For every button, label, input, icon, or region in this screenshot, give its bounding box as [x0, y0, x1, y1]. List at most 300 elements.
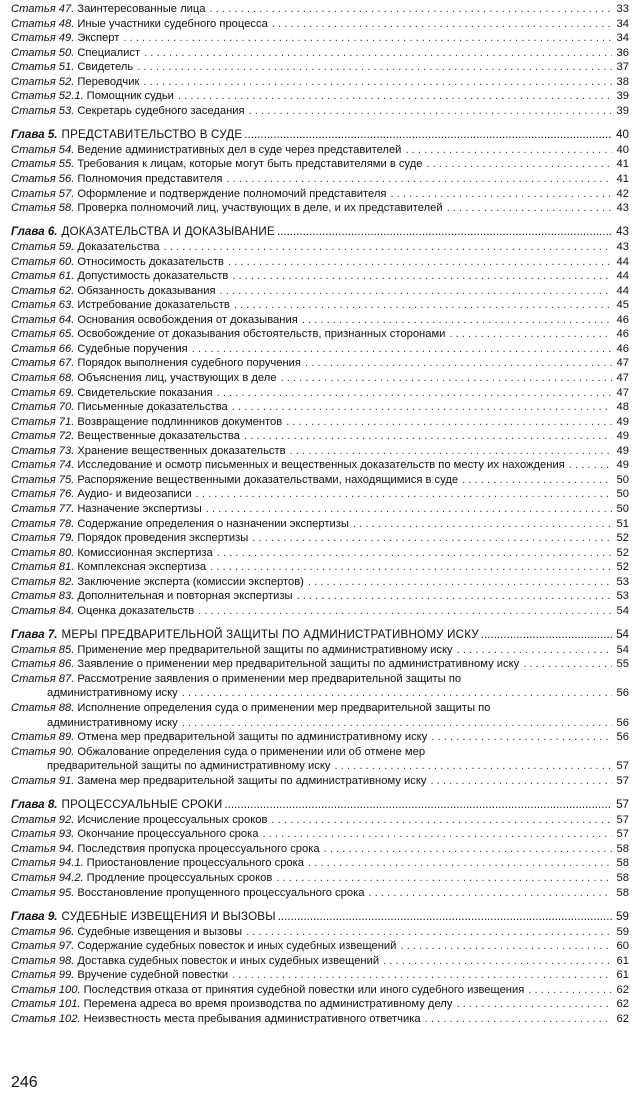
article-label: Статья 102. — [11, 1012, 81, 1025]
leader-dots — [308, 575, 612, 590]
toc-section — [11, 909, 629, 1027]
article-page: 46 — [616, 313, 629, 326]
entry-line-1 — [11, 672, 629, 687]
toc-entry — [11, 939, 629, 954]
leader-dots — [324, 842, 612, 857]
leader-dots — [206, 502, 612, 517]
leader-dots — [277, 224, 612, 240]
leader-dots — [431, 730, 612, 745]
article-label: Статья 99. — [11, 969, 75, 982]
leader-dots — [430, 774, 612, 789]
toc-section — [11, 127, 629, 216]
toc-entry — [11, 604, 629, 619]
chapter-title: ПРЕДСТАВИТЕЛЬСТВО В СУДЕ — [61, 127, 243, 141]
toc-entry — [11, 458, 629, 473]
entry-line-2 — [11, 686, 629, 701]
article-page: 47 — [616, 357, 629, 370]
article-label: Статья 70. — [11, 401, 75, 414]
article-page: 52 — [616, 532, 629, 545]
article-title: Хранение вещественных доказательств — [77, 444, 286, 457]
article-page: 49 — [616, 444, 629, 457]
article-label: Статья 74. — [11, 459, 75, 472]
article-page: 44 — [616, 284, 629, 297]
leader-dots — [271, 813, 612, 828]
toc-entry — [11, 46, 629, 61]
article-label: Статья 75. — [11, 473, 75, 486]
leader-dots — [272, 17, 612, 32]
article-title: Заключение эксперта (комиссии экспертов) — [77, 575, 304, 588]
article-title: Доказательства — [77, 241, 160, 254]
article-title: Полномочия представителя — [77, 172, 223, 185]
article-label: Статья 71. — [11, 415, 75, 428]
article-title: Свидетельские показания — [77, 386, 213, 399]
article-page: 53 — [616, 575, 629, 588]
article-title: Аудио- и видеозаписи — [77, 488, 192, 501]
toc-entry — [11, 657, 629, 672]
article-page: 42 — [616, 187, 629, 200]
toc-entry — [11, 502, 629, 517]
article-page: 46 — [616, 342, 629, 355]
chapter-label: Глава 9. — [11, 909, 58, 923]
article-label: Статья 96. — [11, 925, 75, 938]
chapter-page: 59 — [616, 909, 629, 923]
article-title: Помощник судьи — [86, 90, 174, 103]
article-label: Статья 97. — [11, 940, 75, 953]
toc-entry — [11, 672, 629, 701]
chapter-title: ДОКАЗАТЕЛЬСТВА И ДОКАЗЫВАНИЕ — [61, 225, 275, 239]
article-page: 41 — [616, 172, 629, 185]
toc-entry — [11, 327, 629, 342]
leader-dots — [457, 643, 612, 658]
article-label: Статья 95. — [11, 886, 75, 899]
page-number: 246 — [11, 1074, 38, 1091]
leader-dots — [232, 400, 612, 415]
article-page: 49 — [616, 430, 629, 443]
entry-line-1 — [11, 701, 629, 716]
article-label: Статья 67. — [11, 357, 75, 370]
leader-dots — [217, 386, 612, 401]
entry-line-1 — [11, 745, 629, 760]
toc-entry — [11, 60, 629, 75]
toc-entry — [11, 342, 629, 357]
leader-dots — [196, 487, 612, 502]
leader-dots — [400, 939, 612, 954]
toc-entry — [11, 925, 629, 940]
leader-dots — [276, 871, 612, 886]
article-title-continued: административному иску — [47, 716, 178, 729]
toc-entry — [11, 954, 629, 969]
article-page: 62 — [616, 983, 629, 996]
article-label: Статья 55. — [11, 158, 75, 171]
article-page: 54 — [616, 604, 629, 617]
leader-dots — [228, 255, 612, 270]
article-label: Статья 83. — [11, 590, 75, 603]
leader-dots — [249, 104, 612, 119]
article-title: Перемена адреса во время производства по административному делу — [83, 998, 453, 1011]
article-label: Статья 60. — [11, 255, 75, 268]
article-title: Вручение судебной повестки — [77, 969, 229, 982]
toc-entry — [11, 643, 629, 658]
article-title: Ведение административных дел в суде через представителей — [77, 143, 402, 156]
leader-dots — [144, 46, 612, 61]
article-page: 50 — [616, 488, 629, 501]
toc-entry — [11, 371, 629, 386]
article-page: 49 — [616, 459, 629, 472]
toc-entry — [11, 444, 629, 459]
leader-dots — [210, 2, 612, 17]
toc-entry — [11, 813, 629, 828]
article-page: 56 — [616, 687, 629, 700]
leader-dots — [528, 983, 612, 998]
toc-entry — [11, 269, 629, 284]
toc-entry — [11, 487, 629, 502]
leader-dots — [178, 89, 612, 104]
toc-entry — [11, 157, 629, 172]
article-page: 48 — [616, 401, 629, 414]
article-page: 58 — [616, 886, 629, 899]
leader-dots — [481, 627, 612, 643]
leader-dots — [368, 886, 612, 901]
article-page: 43 — [616, 202, 629, 215]
article-label: Статья 82. — [11, 575, 75, 588]
leader-dots — [232, 968, 612, 983]
article-title: Замена мер предварительной защиты по административному иску — [77, 774, 427, 787]
chapter-label: Глава 5. — [11, 127, 58, 141]
article-label: Статья 81. — [11, 561, 75, 574]
toc-entry — [11, 546, 629, 561]
leader-dots — [334, 759, 612, 774]
chapter-page: 43 — [616, 225, 629, 239]
leader-dots — [278, 909, 612, 925]
article-page: 59 — [616, 925, 629, 938]
leader-dots — [569, 458, 612, 473]
article-title: Относимость доказательств — [77, 255, 224, 268]
article-page: 33 — [616, 3, 629, 15]
article-label: Статья 66. — [11, 342, 75, 355]
article-label: Статья 53. — [11, 104, 75, 117]
toc-entry — [11, 284, 629, 299]
article-page: 45 — [616, 299, 629, 312]
toc-section — [11, 797, 629, 900]
article-page: 38 — [616, 75, 629, 88]
article-title: Судебные извещения и вызовы — [77, 925, 243, 938]
toc-entry — [11, 871, 629, 886]
leader-dots — [246, 925, 612, 940]
leader-dots — [523, 657, 612, 672]
article-title: Вещественные доказательства — [77, 430, 240, 443]
chapter-heading — [11, 224, 629, 240]
article-title: Специалист — [77, 46, 141, 59]
toc-entry — [11, 356, 629, 371]
leader-dots — [286, 415, 612, 430]
article-page: 39 — [616, 90, 629, 103]
toc-entry — [11, 143, 629, 158]
toc-entry — [11, 560, 629, 575]
article-label: Статья 77. — [11, 502, 75, 515]
toc-entry — [11, 968, 629, 983]
leader-dots — [220, 284, 612, 299]
article-title: Обязанность доказывания — [77, 284, 216, 297]
chapter-heading — [11, 627, 629, 643]
article-page: 56 — [616, 716, 629, 729]
article-label: Статья 69. — [11, 386, 75, 399]
leader-dots — [244, 127, 612, 143]
toc-entry — [11, 31, 629, 46]
article-page: 57 — [616, 774, 629, 787]
toc-entry — [11, 774, 629, 789]
article-page: 43 — [616, 241, 629, 254]
toc-entry — [11, 589, 629, 604]
leader-dots — [302, 313, 612, 328]
leader-dots — [137, 60, 612, 75]
article-title: Приостановление процессуального срока — [86, 857, 305, 870]
article-label: Статья 56. — [11, 172, 75, 185]
chapter-title: ПРОЦЕССУАЛЬНЫЕ СРОКИ — [61, 797, 223, 811]
leader-dots — [123, 31, 612, 46]
leader-dots — [252, 531, 612, 546]
article-title: Оценка доказательств — [77, 604, 195, 617]
leader-dots — [262, 827, 612, 842]
article-label: Статья 94.1. — [11, 857, 84, 870]
article-page: 61 — [616, 954, 629, 967]
toc-entry — [11, 517, 629, 532]
article-label: Статья 80. — [11, 546, 75, 559]
toc-entry — [11, 386, 629, 401]
article-label: Статья 47. — [11, 3, 75, 15]
article-page: 39 — [616, 104, 629, 117]
leader-dots — [210, 560, 612, 575]
toc-entry — [11, 842, 629, 857]
toc-entry — [11, 75, 629, 90]
article-page: 54 — [616, 643, 629, 656]
article-page: 37 — [616, 61, 629, 74]
article-page: 62 — [616, 1012, 629, 1025]
article-label: Статья 50. — [11, 46, 75, 59]
article-label: Статья 49. — [11, 32, 75, 45]
article-title: Заинтересованные лица — [77, 3, 206, 15]
article-page: 36 — [616, 46, 629, 59]
article-title: Назначение экспертизы — [77, 502, 202, 515]
chapter-heading — [11, 127, 629, 143]
chapter-label: Глава 6. — [11, 225, 58, 239]
article-title: Содержание определения о назначении экспертизы — [77, 517, 349, 530]
article-page: 53 — [616, 590, 629, 603]
leader-dots — [224, 797, 612, 813]
article-page: 50 — [616, 502, 629, 515]
toc-entry — [11, 17, 629, 32]
article-label: Статья 52. — [11, 75, 75, 88]
article-title: Иные участники судебного процесса — [77, 17, 268, 30]
article-label: Статья 86. — [11, 658, 75, 671]
article-label: Статья 54. — [11, 143, 75, 156]
article-page: 62 — [616, 998, 629, 1011]
article-label: Статья 94.2. — [11, 871, 84, 884]
article-label: Статья 63. — [11, 299, 75, 312]
article-title: Неизвестность места пребывания административного ответчика — [83, 1012, 421, 1025]
leader-dots — [462, 473, 612, 488]
leader-dots — [305, 356, 612, 371]
toc-entry — [11, 429, 629, 444]
article-title: Порядок выполнения судебного поручения — [77, 357, 301, 370]
toc-entry — [11, 298, 629, 313]
article-page: 41 — [616, 158, 629, 171]
article-title: Судебные поручения — [77, 342, 188, 355]
leader-dots — [143, 75, 612, 90]
leader-dots — [290, 444, 612, 459]
article-page: 52 — [616, 561, 629, 574]
article-title: Комиссионная экспертиза — [77, 546, 213, 559]
article-page: 44 — [616, 270, 629, 283]
leader-dots — [426, 157, 612, 172]
article-title: Исчисление процессуальных сроков — [77, 813, 268, 826]
article-title: Требования к лицам, которые могут быть представителями в суде — [77, 158, 423, 171]
article-label: Статья 92. — [11, 813, 75, 826]
article-page: 52 — [616, 546, 629, 559]
toc-entry — [11, 827, 629, 842]
article-title: Применение мер предварительной защиты по административному иску — [77, 643, 453, 656]
toc-entry — [11, 172, 629, 187]
article-page: 60 — [616, 940, 629, 953]
article-label: Статья 93. — [11, 828, 75, 841]
toc-entry — [11, 473, 629, 488]
leader-dots — [447, 201, 612, 216]
article-label: Статья 48. — [11, 17, 75, 30]
article-label: Статья 98. — [11, 954, 75, 967]
article-page: 49 — [616, 415, 629, 428]
article-label: Статья 51. — [11, 61, 75, 74]
article-label: Статья 62. — [11, 284, 75, 297]
leader-dots — [226, 172, 612, 187]
toc-entry — [11, 201, 629, 216]
toc-entry — [11, 745, 629, 774]
toc-entry — [11, 997, 629, 1012]
article-label: Статья 90. — [11, 745, 75, 758]
article-label: Статья 73. — [11, 444, 75, 457]
toc-entry — [11, 730, 629, 745]
article-title: Эксперт — [77, 32, 120, 45]
leader-dots — [217, 546, 612, 561]
article-page: 58 — [616, 857, 629, 870]
article-label: Статья 58. — [11, 202, 75, 215]
toc-entry — [11, 701, 629, 730]
toc-entry — [11, 400, 629, 415]
article-title-continued: предварительной защиты по административному иску — [47, 760, 331, 773]
article-page: 51 — [616, 517, 629, 530]
toc-entry — [11, 886, 629, 901]
article-title: Основания освобождения от доказывания — [77, 313, 298, 326]
article-page: 44 — [616, 255, 629, 268]
leader-dots — [198, 604, 612, 619]
article-title: Доставка судебных повесток и иных судебных извещений — [77, 954, 380, 967]
leader-dots — [232, 269, 612, 284]
article-label: Статья 79. — [11, 532, 75, 545]
leader-dots — [353, 517, 612, 532]
chapter-page: 54 — [616, 627, 629, 641]
leader-dots — [234, 298, 612, 313]
leader-dots — [297, 589, 613, 604]
entry-line-2 — [11, 759, 629, 774]
article-label: Статья 68. — [11, 372, 75, 385]
article-page: 57 — [616, 760, 629, 773]
leader-dots — [405, 143, 612, 158]
toc-section — [11, 224, 629, 618]
article-page: 46 — [616, 328, 629, 341]
chapter-title: МЕРЫ ПРЕДВАРИТЕЛЬНОЙ ЗАЩИТЫ ПО АДМИНИСТРАТИВНОМУ ИСКУ — [61, 627, 479, 641]
leader-dots — [182, 686, 612, 701]
article-label: Статья 57. — [11, 187, 75, 200]
chapter-page: 57 — [616, 797, 629, 811]
article-title: Отмена мер предварительной защиты по административному иску — [77, 731, 428, 744]
article-label: Статья 65. — [11, 328, 75, 341]
article-label: Статья 87. — [11, 672, 75, 685]
article-title: Свидетель — [77, 61, 134, 74]
article-title: Возвращение подлинников документов — [77, 415, 283, 428]
article-page: 57 — [616, 828, 629, 841]
article-page: 47 — [616, 372, 629, 385]
article-label: Статья 52.1. — [11, 90, 84, 103]
article-label: Статья 64. — [11, 313, 75, 326]
article-page: 34 — [616, 32, 629, 45]
article-title: Обжалование определения суда о применении или об отмене мер — [77, 745, 426, 758]
toc-entry — [11, 2, 629, 17]
leader-dots — [456, 997, 612, 1012]
article-title: Последствия пропуска процессуального срока — [77, 842, 320, 855]
article-page: 58 — [616, 842, 629, 855]
article-title: Распоряжение вещественными доказательствами, находящимися в суде — [77, 473, 459, 486]
leader-dots — [192, 342, 612, 357]
article-page: 47 — [616, 386, 629, 399]
article-label: Статья 78. — [11, 517, 75, 530]
leader-dots — [383, 954, 612, 969]
article-title: Переводчик — [77, 75, 140, 88]
article-label: Статья 84. — [11, 604, 75, 617]
toc-section — [11, 2, 629, 118]
toc-entry — [11, 983, 629, 998]
toc-entry — [11, 1012, 629, 1027]
article-page: 57 — [616, 813, 629, 826]
chapter-heading — [11, 909, 629, 925]
chapter-label: Глава 8. — [11, 797, 58, 811]
toc-entry — [11, 575, 629, 590]
article-label: Статья 72. — [11, 430, 75, 443]
article-page: 50 — [616, 473, 629, 486]
article-label: Статья 88. — [11, 702, 75, 715]
article-title: Порядок проведения экспертизы — [77, 532, 249, 545]
article-title: Восстановление пропущенного процессуального срока — [77, 886, 365, 899]
leader-dots — [244, 429, 612, 444]
article-title: Продление процессуальных сроков — [86, 871, 273, 884]
article-title: Рассмотрение заявления о применении мер предварительной защиты по — [77, 672, 462, 685]
article-label: Статья 94. — [11, 842, 75, 855]
chapter-page: 40 — [616, 127, 629, 141]
leader-dots — [390, 187, 612, 202]
article-title: Дополнительная и повторная экспертизы — [77, 590, 293, 603]
leader-dots — [425, 1012, 612, 1027]
toc-entry — [11, 89, 629, 104]
article-title: Исследование и осмотр письменных и вещественных доказательств по месту их нахождения — [77, 459, 565, 472]
article-title: Объяснения лиц, участвующих в деле — [77, 372, 277, 385]
toc-entry — [11, 240, 629, 255]
article-title: Оформление и подтверждение полномочий представителя — [77, 187, 387, 200]
chapter-label: Глава 7. — [11, 627, 58, 641]
toc-entry — [11, 255, 629, 270]
article-page: 58 — [616, 871, 629, 884]
entry-line-2 — [11, 716, 629, 731]
article-title-continued: административному иску — [47, 687, 178, 700]
article-title: Допустимость доказательств — [77, 270, 229, 283]
article-title: Истребование доказательств — [77, 299, 230, 312]
leader-dots — [164, 240, 612, 255]
